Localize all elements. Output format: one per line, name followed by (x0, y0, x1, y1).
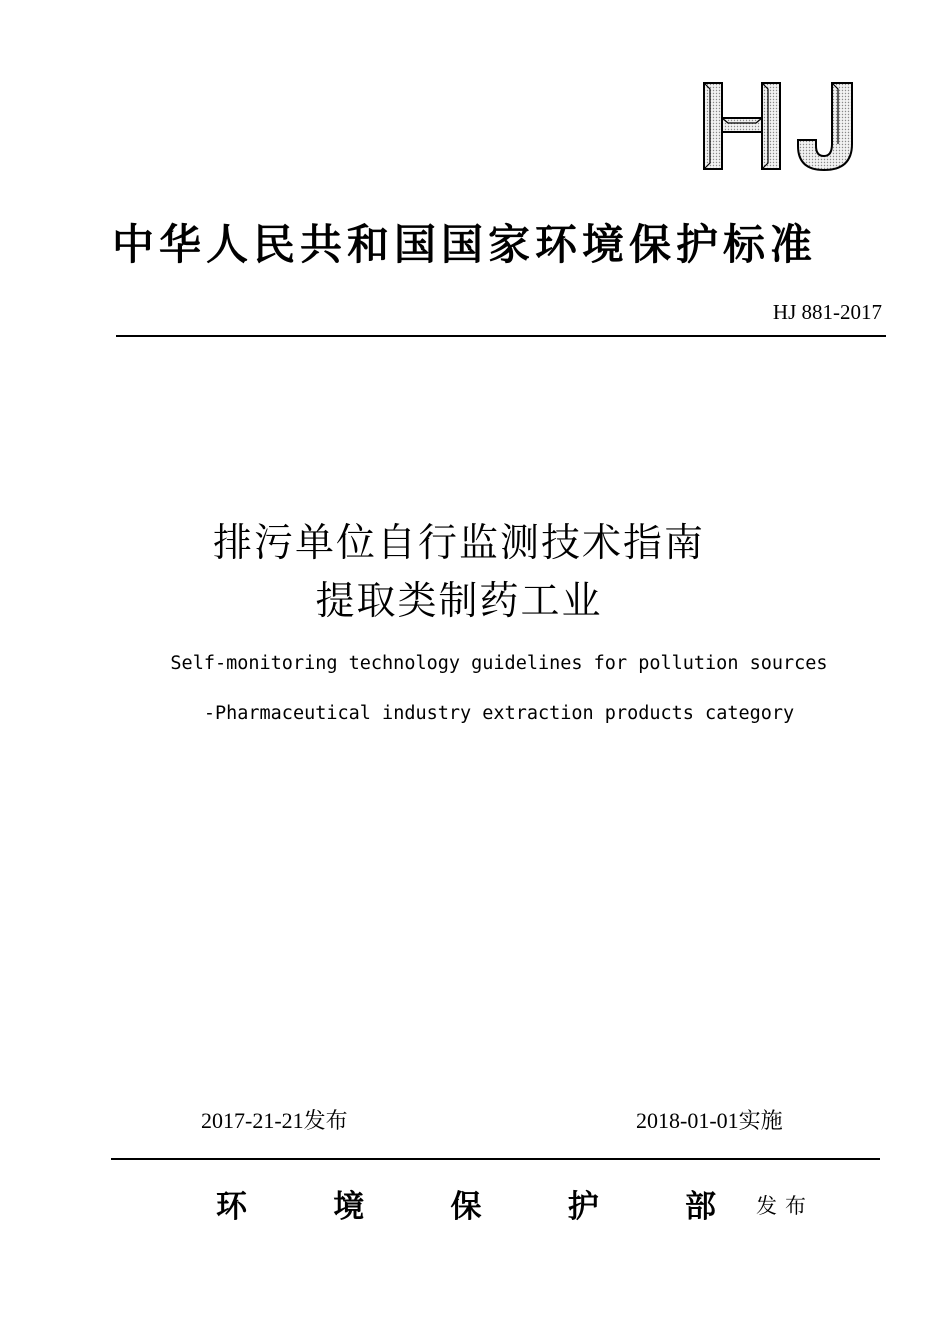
title-cn-line2: 提取类制药工业 (315, 579, 603, 624)
hj-logo (700, 80, 862, 172)
top-divider (116, 335, 886, 337)
issue-date: 2017-21-21发布 (201, 1108, 348, 1133)
issuer-char: 部 (685, 1189, 716, 1225)
standard-category-title: 中华人民共和国国家环境保护标准 (112, 220, 818, 269)
standard-number: HJ 881-2017 (772, 300, 882, 324)
title-en-line2: -Pharmaceutical industry extraction products category (203, 703, 795, 724)
effective-date: 2018-01-01实施 (636, 1108, 783, 1133)
title-cn-line1: 排污单位自行监测技术指南 (212, 521, 705, 566)
bottom-divider (111, 1158, 880, 1160)
issuer-action: 发布 (756, 1194, 814, 1218)
issuer-char: 境 (333, 1189, 365, 1225)
title-en-line1: Self-monitoring technology guidelines for pollution sources (170, 653, 828, 674)
issuer-char: 环 (216, 1189, 247, 1225)
issuer-name (216, 1181, 716, 1226)
issuer-char: 保 (450, 1189, 482, 1225)
issuer-char: 护 (567, 1189, 599, 1225)
